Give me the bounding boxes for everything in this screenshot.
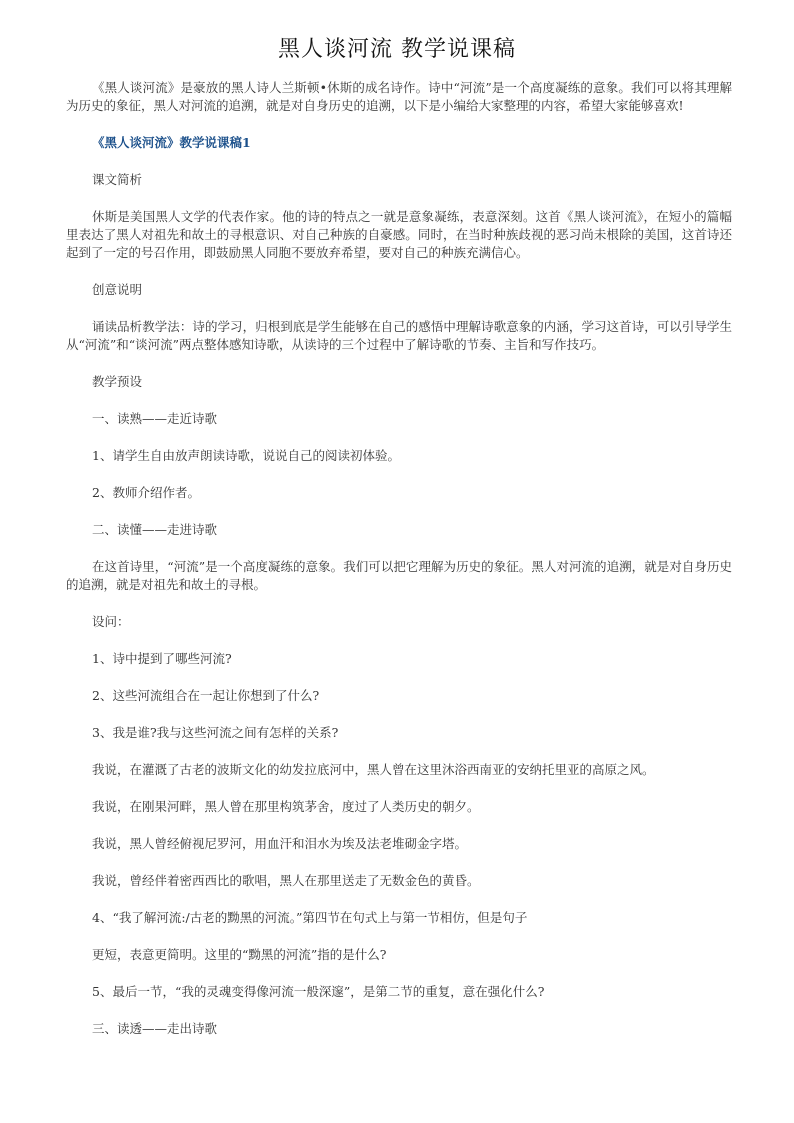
paragraph: 我说，在刚果河畔，黑人曾在那里构筑茅舍，度过了人类历史的朝夕。 — [92, 799, 480, 814]
paragraph: 我说，黑人曾经俯视尼罗河，用血汗和泪水为埃及法老堆砌金字塔。 — [92, 836, 468, 851]
paragraph: 3、我是谁?我与这些河流之间有怎样的关系? — [92, 725, 339, 740]
paragraph: 创意说明 — [92, 282, 143, 297]
paragraph: 休斯是美国黑人文学的代表作家。他的诗的特点之一就是意象凝练，表意深刻。这首《黑人谈河流》，在短小的篇幅里表达了黑人对祖先和故土的寻根意识、对自己种族的自豪感。同时，在当时种族歧视的恶习尚未根除的美国，这首诗还起到了一定的号召作用，即鼓励黑人同胞不要放弃希望，要对自己的种族充满信心。 — [66, 209, 732, 260]
paragraph: 1、诗中提到了哪些河流? — [92, 651, 232, 666]
paragraph: 2、教师介绍作者。 — [92, 485, 200, 500]
paragraph: 诵读品析教学法：诗的学习，归根到底是学生能够在自己的感悟中理解诗歌意象的内涵，学习这首诗，可以引导学生从“河流”和“谈河流”两点整体感知诗歌，从读诗的三个过程中了解诗歌的节奏、主旨和写作技巧。 — [66, 319, 732, 352]
paragraph: 设问： — [92, 614, 130, 629]
paragraph: 更短，表意更简明。这里的“黝黑的河流”指的是什么? — [92, 947, 387, 962]
section-heading: 《黑人谈河流》教学说课稿1 — [92, 135, 251, 150]
paragraph: 一、读熟——走近诗歌 — [92, 411, 218, 426]
paragraph: 4、“我了解河流:/古老的黝黑的河流。”第四节在句式上与第一节相仿，但是句子 — [92, 910, 528, 925]
paragraph: 1、请学生自由放声朗读诗歌，说说自己的阅读初体验。 — [92, 448, 400, 463]
paragraph: 《黑人谈河流》是豪放的黑人诗人兰斯顿•休斯的成名诗作。诗中“河流”是一个高度凝练的意象。我们可以将其理解为历史的象征，黑人对河流的追溯，就是对自身历史的追溯，以下是小编给大家整理的内容，希望大家能够喜欢! — [66, 80, 732, 113]
document-title: 黑人谈河流 教学说课稿 — [278, 37, 516, 62]
paragraph: 二、读懂——走进诗歌 — [92, 522, 218, 537]
paragraph: 我说，曾经伴着密西西比的歌唱，黑人在那里送走了无数金色的黄昏。 — [92, 873, 480, 888]
paragraph: 5、最后一节，“我的灵魂变得像河流一般深邃”，是第二节的重复，意在强化什么? — [92, 984, 545, 999]
paragraph: 课文简析 — [92, 172, 143, 187]
paragraph: 我说，在灌溉了古老的波斯文化的幼发拉底河中，黑人曾在这里沐浴西南亚的安纳托里亚的高原之风。 — [92, 762, 655, 777]
paragraph: 在这首诗里，“河流”是一个高度凝练的意象。我们可以把它理解为历史的象征。黑人对河流的追溯，就是对自身历史的追溯，就是对祖先和故土的寻根。 — [66, 559, 732, 592]
paragraph: 教学预设 — [92, 374, 143, 389]
paragraph: 三、读透——走出诗歌 — [92, 1021, 218, 1036]
paragraph: 2、这些河流组合在一起让你想到了什么? — [92, 688, 320, 703]
document-body — [66, 79, 732, 1057]
